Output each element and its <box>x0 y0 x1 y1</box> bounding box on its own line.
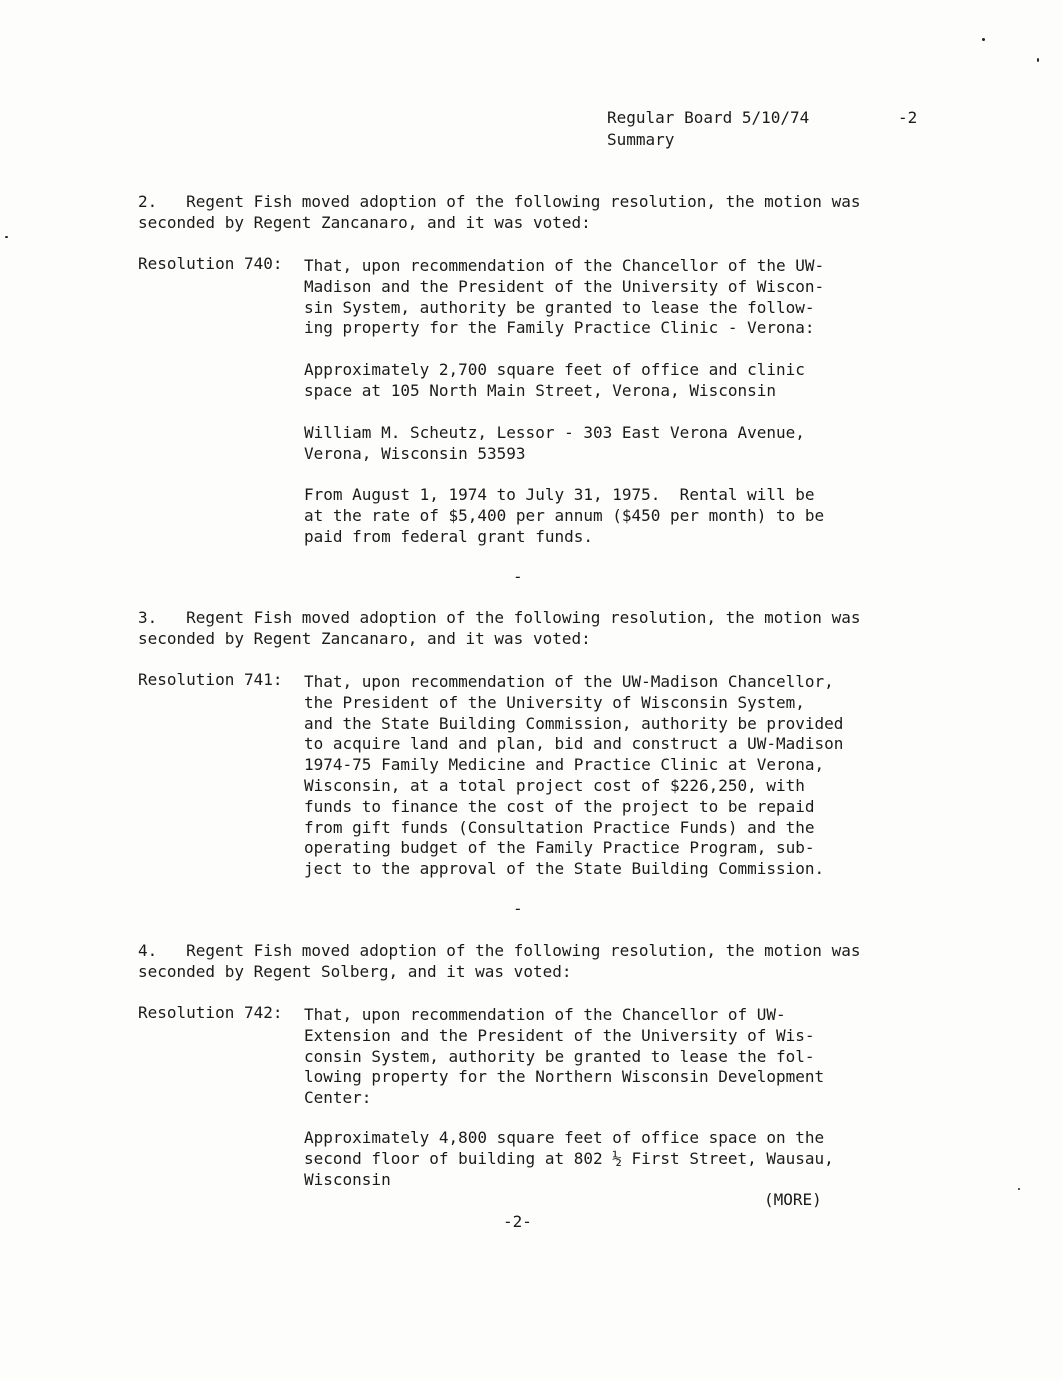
resolution-742-text <box>304 1005 924 1109</box>
item-2-intro <box>138 192 938 234</box>
scan-speck <box>5 236 8 238</box>
section-separator: - <box>513 899 523 918</box>
resolution-740-term <box>304 485 924 547</box>
intro-line: 3. Regent Fish moved adoption of the following resolution, the motion was <box>138 608 861 627</box>
intro-line: 4. Regent Fish moved adoption of the following resolution, the motion was <box>138 941 861 960</box>
resolution-740-property <box>304 360 924 402</box>
resolution-line: Approximately 4,800 square feet of office space on the <box>304 1128 825 1147</box>
resolution-line: ject to the approval of the State Building Commission. <box>304 859 825 879</box>
resolution-line: Madison and the President of the University of Wiscon- <box>304 276 825 296</box>
item-4-intro <box>138 941 938 983</box>
resolution-742-property <box>304 1128 924 1190</box>
resolution-line: and the State Building Commission, authority be provided <box>304 713 844 733</box>
resolution-line: 1974-75 Family Medicine and Practice Clinic at Verona, <box>304 755 825 775</box>
resolution-line: at the rate of $5,400 per annum ($450 per month) to be <box>304 505 825 525</box>
resolution-line: Wisconsin, at a total project cost of $226,250, with <box>304 775 805 795</box>
intro-line: 2. Regent Fish moved adoption of the following resolution, the motion was <box>138 192 861 211</box>
resolution-line: Extension and the President of the University of Wis- <box>304 1025 815 1045</box>
resolution-740-lessor <box>304 423 924 465</box>
resolution-740-text <box>304 256 924 339</box>
item-3-intro <box>138 608 938 650</box>
header-page-ref: -2 <box>898 108 918 127</box>
resolution-line: sin System, authority be granted to lease the follow- <box>304 297 815 317</box>
page-number: -2- <box>503 1212 532 1231</box>
resolution-line: paid from federal grant funds. <box>304 526 593 546</box>
resolution-741-text <box>304 672 924 880</box>
header-title: Regular Board 5/10/74 <box>607 108 810 127</box>
resolution-line: space at 105 North Main Street, Verona, Wisconsin <box>304 380 777 400</box>
resolution-line: ing property for the Family Practice Clinic - Verona: <box>304 318 815 338</box>
resolution-740-label: Resolution 740: <box>138 254 283 273</box>
resolution-line: That, upon recommendation of the Chancellor of UW- <box>304 1005 786 1024</box>
scan-speck <box>1018 1188 1020 1190</box>
resolution-line: Approximately 2,700 square feet of office and clinic <box>304 360 805 379</box>
resolution-line: consin System, authority be granted to lease the fol- <box>304 1046 815 1066</box>
resolution-line: the President of the University of Wisconsin System, <box>304 692 805 712</box>
header-subtitle: Summary <box>607 130 675 149</box>
section-separator: - <box>513 567 523 586</box>
resolution-line: Center: <box>304 1088 372 1108</box>
resolution-line: That, upon recommendation of the Chancellor of the UW- <box>304 256 825 275</box>
scan-speck <box>982 38 985 41</box>
resolution-line: William M. Scheutz, Lessor - 303 East Verona Avenue, <box>304 423 805 442</box>
scan-speck <box>1037 58 1039 62</box>
more-indicator: (MORE) <box>764 1190 822 1209</box>
resolution-line: second floor of building at 802 ½ First Street, Wausau, <box>304 1148 834 1168</box>
resolution-line: funds to finance the cost of the project to be repaid <box>304 796 815 816</box>
resolution-line: That, upon recommendation of the UW-Madison Chancellor, <box>304 672 834 691</box>
resolution-741-label: Resolution 741: <box>138 670 283 689</box>
resolution-line: lowing property for the Northern Wisconsin Development <box>304 1067 825 1087</box>
intro-line: seconded by Regent Solberg, and it was voted: <box>138 961 572 981</box>
intro-line: seconded by Regent Zancanaro, and it was voted: <box>138 212 591 232</box>
resolution-742-label: Resolution 742: <box>138 1003 283 1022</box>
resolution-line: Wisconsin <box>304 1169 391 1189</box>
resolution-line: From August 1, 1974 to July 31, 1975. Rental will be <box>304 485 815 504</box>
resolution-line: operating budget of the Family Practice Program, sub- <box>304 838 815 858</box>
resolution-line: Verona, Wisconsin 53593 <box>304 443 526 463</box>
resolution-line: from gift funds (Consultation Practice Funds) and the <box>304 817 815 837</box>
intro-line: seconded by Regent Zancanaro, and it was voted: <box>138 628 591 648</box>
resolution-line: to acquire land and plan, bid and construct a UW-Madison <box>304 734 844 754</box>
